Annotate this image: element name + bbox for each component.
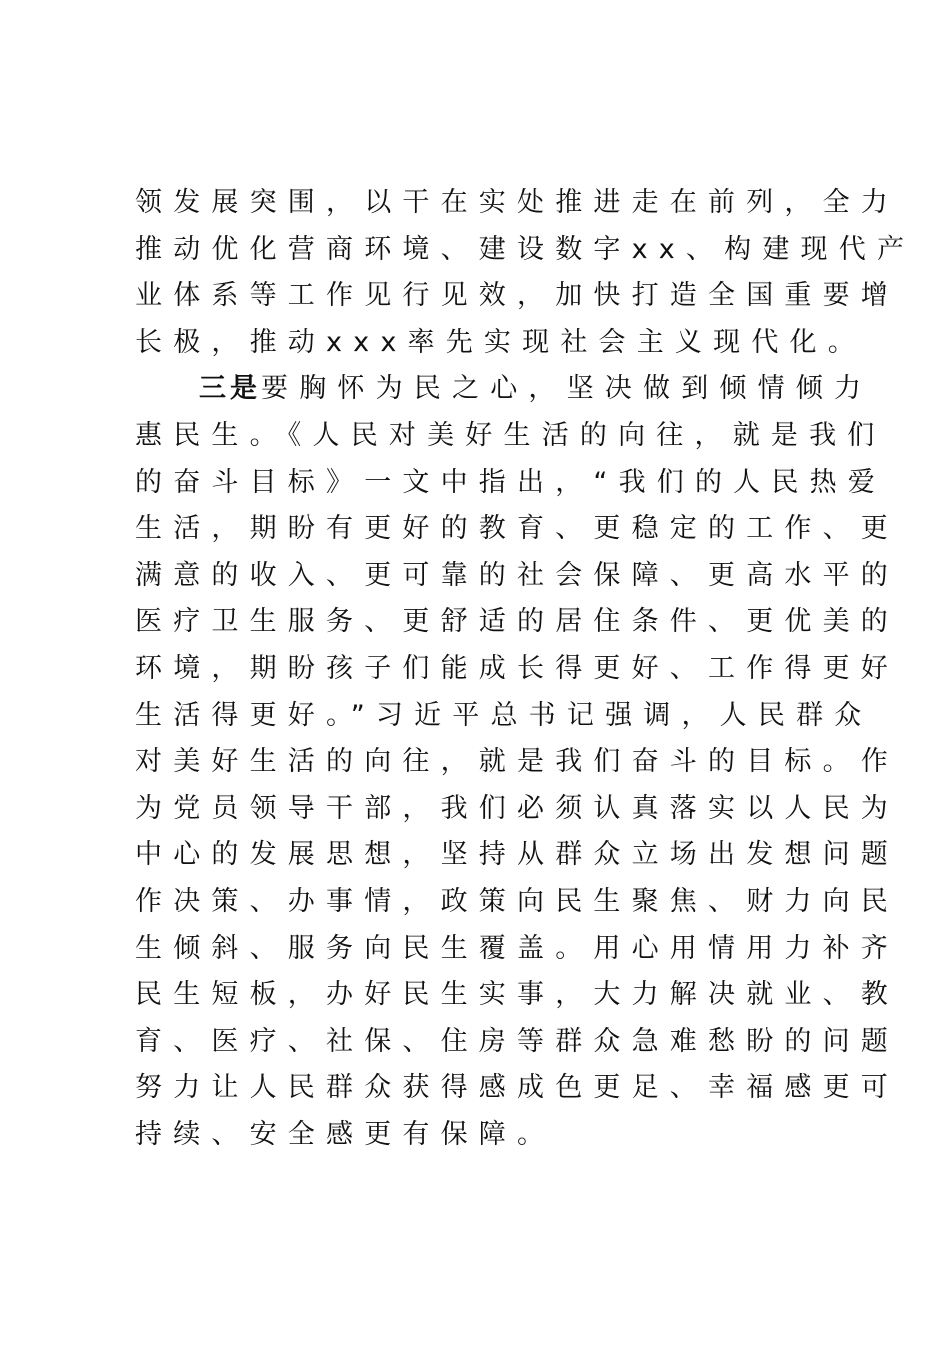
body-text <box>135 180 916 1158</box>
text-line: 努力让人民群众获得感成色更足、幸福感更可 <box>135 1072 899 1104</box>
text-span: 要胸怀为民之心，坚决做到倾情倾力 <box>261 373 873 405</box>
text-line: 惠民生。《人民对美好生活的向往，就是我们 <box>135 419 886 451</box>
text-line: 作决策、办事情，政策向民生聚焦、财力向民 <box>135 885 899 917</box>
text-line: 业体系等工作见行见效，加快打造全国重要增 <box>135 280 899 312</box>
text-line: 为党员领导干部，我们必须认真落实以人民为 <box>135 792 899 824</box>
paragraph-lead: 三是 <box>199 373 261 405</box>
paragraph-1 <box>135 180 916 366</box>
text-line: 生活，期盼有更好的教育、更稳定的工作、更 <box>135 513 899 545</box>
paragraph-first-line <box>135 366 873 413</box>
text-line: 满意的收入、更可靠的社会保障、更高水平的 <box>135 559 899 591</box>
text-line: 育、医疗、社保、住房等群众急难愁盼的问题 <box>135 1025 899 1057</box>
text-line: 长极，推动xxx率先实现社会主义现代化。 <box>135 326 866 358</box>
text-line: 领发展突围，以干在实处推进走在前列，全力 <box>135 187 899 218</box>
text-line: 环境，期盼孩子们能成长得更好、工作得更好 <box>135 652 899 684</box>
text-line: 医疗卫生服务、更舒适的居住条件、更优美的 <box>135 606 899 638</box>
text-line: 推动优化营商环境、建设数字xx、构建现代产 <box>135 233 916 265</box>
paragraph-2 <box>135 366 899 1158</box>
text-line: 中心的发展思想，坚持从群众立场出发想问题 <box>135 839 899 871</box>
text-line: 的奋斗目标》一文中指出，“我们的人民热爱 <box>135 466 886 498</box>
text-line: 民生短板，办好民生实事，大力解决就业、教 <box>135 979 899 1011</box>
text-line: 生活得更好。”习近平总书记强调，人民群众 <box>135 699 873 731</box>
text-line: 对美好生活的向往，就是我们奋斗的目标。作 <box>135 746 899 778</box>
text-line: 持续、安全感更有保障。 <box>135 1118 556 1150</box>
text-line: 生倾斜、服务向民生覆盖。用心用情用力补齐 <box>135 932 899 964</box>
